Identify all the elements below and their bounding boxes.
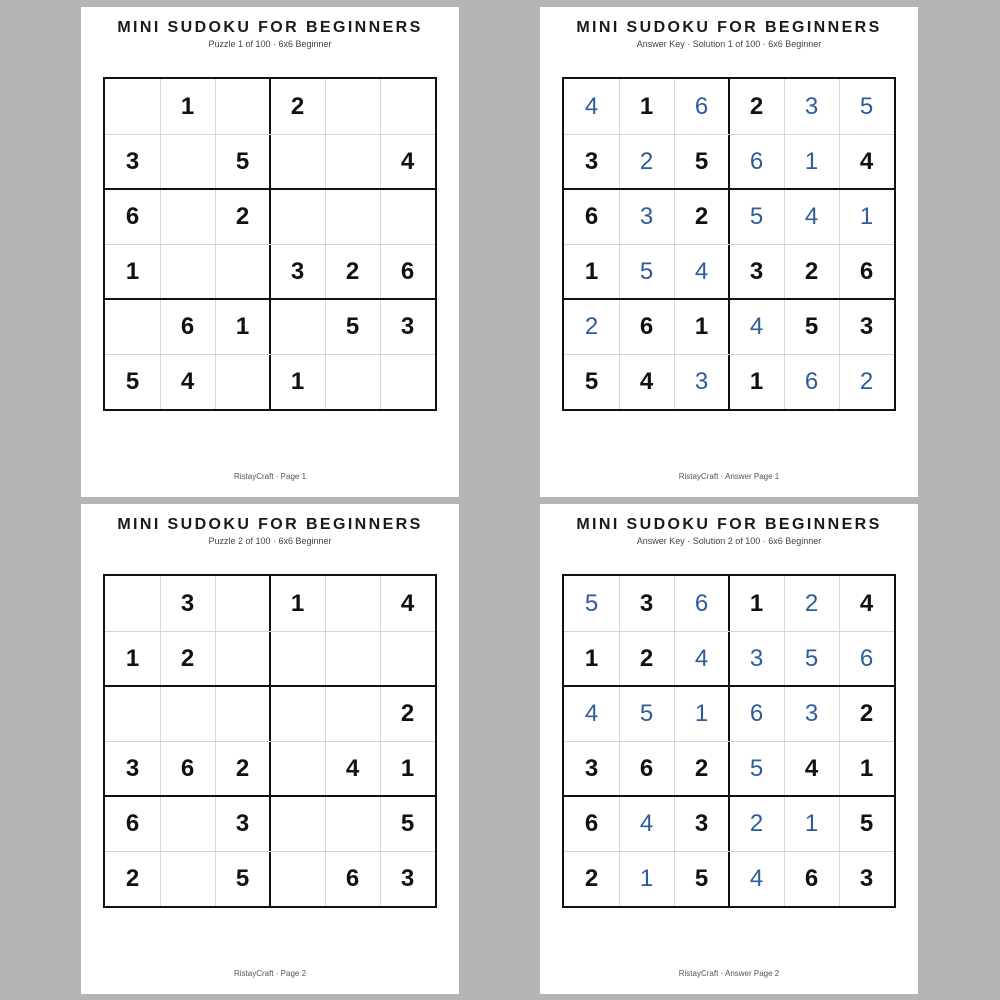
sudoku-cell: 3 [804, 699, 819, 727]
sudoku-cell [215, 354, 270, 409]
sudoku-cell: 3 [639, 589, 654, 617]
sudoku-cell: 4 [584, 92, 599, 120]
page-footer: RistayCraft · Page 1 [233, 472, 307, 481]
sudoku-cell: 4 [400, 147, 415, 175]
sudoku-cell: 4 [804, 202, 819, 230]
sudoku-cell: 4 [694, 644, 709, 672]
sudoku-cell: 3 [400, 312, 415, 340]
sudoku-cell: 3 [639, 202, 654, 230]
page-title: MINI SUDOKU FOR BEGINNERS [117, 19, 423, 36]
sudoku-cell [160, 796, 215, 851]
sudoku-cell: 3 [804, 92, 819, 120]
sudoku-cell: 2 [859, 699, 874, 727]
sudoku-cell: 2 [400, 699, 415, 727]
puzzle-page-2 [81, 504, 459, 994]
answer-page-1 [540, 7, 918, 497]
page-footer: RistayCraft · Answer Page 1 [678, 472, 780, 481]
sudoku-cell [270, 299, 325, 354]
sudoku-cell: 6 [859, 257, 874, 285]
sudoku-cell: 1 [694, 699, 709, 727]
sudoku-cell [160, 189, 215, 244]
sudoku-cell [325, 79, 380, 134]
sudoku-cell: 6 [749, 699, 764, 727]
sudoku-cell: 5 [235, 864, 250, 892]
sudoku-cell [380, 354, 435, 409]
sudoku-cell: 1 [584, 257, 599, 285]
sudoku-cell: 2 [584, 864, 599, 892]
sudoku-cell: 4 [749, 864, 764, 892]
sudoku-cell [215, 631, 270, 686]
sudoku-cell: 4 [639, 809, 654, 837]
sudoku-cell: 1 [290, 589, 305, 617]
sudoku-cell: 1 [125, 644, 140, 672]
sudoku-cell: 1 [749, 367, 764, 395]
sudoku-cell: 4 [749, 312, 764, 340]
sudoku-cell: 1 [639, 864, 654, 892]
sudoku-cell: 6 [125, 202, 140, 230]
sudoku-cell: 6 [639, 754, 654, 782]
sudoku-cell: 1 [804, 809, 819, 837]
sudoku-grid [562, 574, 896, 908]
sudoku-cell: 2 [694, 202, 709, 230]
sudoku-cell [270, 631, 325, 686]
sudoku-cell: 2 [804, 589, 819, 617]
page-subtitle: Puzzle 2 of 100 · 6x6 Beginner [208, 536, 332, 546]
sudoku-cell [325, 576, 380, 631]
sudoku-cell: 6 [584, 809, 599, 837]
sudoku-cell: 5 [804, 312, 819, 340]
page-subtitle: Answer Key · Solution 2 of 100 · 6x6 Beginner [636, 536, 822, 546]
sudoku-cell [270, 796, 325, 851]
sudoku-cell [215, 244, 270, 299]
page-title: MINI SUDOKU FOR BEGINNERS [576, 516, 882, 533]
sudoku-cell: 1 [125, 257, 140, 285]
sudoku-cell [105, 686, 160, 741]
sudoku-cell: 5 [694, 864, 709, 892]
sudoku-cell: 4 [804, 754, 819, 782]
sudoku-cell [325, 631, 380, 686]
sudoku-cell: 3 [859, 864, 874, 892]
sudoku-cell: 6 [694, 589, 709, 617]
sudoku-cell: 6 [584, 202, 599, 230]
sudoku-cell: 5 [749, 754, 764, 782]
sudoku-cell [215, 686, 270, 741]
sudoku-cell [160, 244, 215, 299]
sudoku-grid [103, 77, 437, 411]
sudoku-cell: 2 [859, 367, 874, 395]
sudoku-cell: 5 [859, 809, 874, 837]
sudoku-cell: 1 [400, 754, 415, 782]
sudoku-cell: 5 [235, 147, 250, 175]
sudoku-cell: 6 [180, 754, 195, 782]
sudoku-cell: 6 [639, 312, 654, 340]
sudoku-cell: 5 [859, 92, 874, 120]
sudoku-cell: 5 [639, 699, 654, 727]
sudoku-cell: 5 [400, 809, 415, 837]
sudoku-cell [325, 134, 380, 189]
sudoku-cell: 6 [804, 864, 819, 892]
page-title: MINI SUDOKU FOR BEGINNERS [117, 516, 423, 533]
sudoku-cell: 3 [235, 809, 250, 837]
sudoku-cell: 1 [584, 644, 599, 672]
sudoku-cell: 1 [180, 92, 195, 120]
page-footer: RistayCraft · Answer Page 2 [678, 969, 780, 978]
sudoku-cell: 3 [290, 257, 305, 285]
sudoku-cell [325, 796, 380, 851]
sudoku-cell: 5 [639, 257, 654, 285]
sudoku-cell: 3 [125, 754, 140, 782]
sudoku-cell: 3 [749, 644, 764, 672]
sudoku-cell [325, 189, 380, 244]
sudoku-cell: 5 [345, 312, 360, 340]
page-subtitle: Answer Key · Solution 1 of 100 · 6x6 Beginner [636, 39, 822, 49]
sudoku-cell: 1 [639, 92, 654, 120]
sudoku-cell: 2 [345, 257, 360, 285]
sudoku-cell [270, 741, 325, 796]
sudoku-cell: 2 [639, 644, 654, 672]
sudoku-cell: 2 [235, 754, 250, 782]
sudoku-cell: 4 [694, 257, 709, 285]
sudoku-cell: 2 [749, 92, 764, 120]
sudoku-grid [562, 77, 896, 411]
sudoku-cell [325, 354, 380, 409]
sudoku-cell: 2 [180, 644, 195, 672]
sudoku-cell [105, 576, 160, 631]
sudoku-cell [380, 631, 435, 686]
sudoku-cell: 3 [859, 312, 874, 340]
sudoku-cell: 4 [400, 589, 415, 617]
sudoku-cell: 6 [694, 92, 709, 120]
sudoku-cell: 4 [180, 367, 195, 395]
sudoku-cell [270, 134, 325, 189]
sudoku-cell: 2 [125, 864, 140, 892]
puzzle-page-1 [81, 7, 459, 497]
sudoku-cell: 3 [584, 147, 599, 175]
sudoku-grid [103, 574, 437, 908]
sudoku-cell: 5 [804, 644, 819, 672]
sudoku-cell: 1 [235, 312, 250, 340]
sudoku-cell: 3 [694, 367, 709, 395]
sudoku-cell: 5 [584, 589, 599, 617]
sudoku-cell: 5 [125, 367, 140, 395]
sudoku-cell [380, 189, 435, 244]
sudoku-cell: 4 [345, 754, 360, 782]
sudoku-cell: 6 [749, 147, 764, 175]
sudoku-cell: 2 [749, 809, 764, 837]
sudoku-cell: 1 [859, 754, 874, 782]
sudoku-cell [270, 686, 325, 741]
sudoku-cell: 3 [749, 257, 764, 285]
answer-page-2 [540, 504, 918, 994]
sudoku-cell: 1 [804, 147, 819, 175]
sudoku-cell: 3 [400, 864, 415, 892]
sudoku-cell: 6 [859, 644, 874, 672]
sudoku-cell: 4 [859, 147, 874, 175]
sudoku-cell: 5 [749, 202, 764, 230]
page-title: MINI SUDOKU FOR BEGINNERS [576, 19, 882, 36]
sudoku-cell: 4 [639, 367, 654, 395]
sudoku-cell [215, 576, 270, 631]
sudoku-cell [380, 79, 435, 134]
sudoku-cell: 3 [125, 147, 140, 175]
sudoku-cell [270, 851, 325, 906]
page-subtitle: Puzzle 1 of 100 · 6x6 Beginner [208, 39, 332, 49]
sudoku-cell: 6 [804, 367, 819, 395]
sudoku-cell: 6 [400, 257, 415, 285]
sudoku-cell [160, 686, 215, 741]
sudoku-cell: 3 [694, 809, 709, 837]
sudoku-cell: 2 [235, 202, 250, 230]
sudoku-cell: 5 [584, 367, 599, 395]
sudoku-cell: 3 [584, 754, 599, 782]
sudoku-cell [105, 79, 160, 134]
sudoku-cell: 1 [859, 202, 874, 230]
sudoku-cell: 5 [694, 147, 709, 175]
sudoku-cell: 2 [694, 754, 709, 782]
sudoku-cell: 6 [125, 809, 140, 837]
sudoku-cell [160, 851, 215, 906]
sudoku-cell [215, 79, 270, 134]
sudoku-cell [270, 189, 325, 244]
sudoku-cell [160, 134, 215, 189]
page-footer: RistayCraft · Page 2 [233, 969, 307, 978]
sudoku-cell: 4 [859, 589, 874, 617]
sudoku-cell: 2 [639, 147, 654, 175]
sudoku-cell: 2 [584, 312, 599, 340]
sudoku-cell: 3 [180, 589, 195, 617]
sudoku-cell [325, 686, 380, 741]
sudoku-cell: 2 [290, 92, 305, 120]
sudoku-cell: 1 [749, 589, 764, 617]
sudoku-cell [105, 299, 160, 354]
sudoku-cell: 4 [584, 699, 599, 727]
sudoku-cell: 1 [694, 312, 709, 340]
sudoku-cell: 2 [804, 257, 819, 285]
sudoku-cell: 6 [180, 312, 195, 340]
sudoku-cell: 6 [345, 864, 360, 892]
sudoku-cell: 1 [290, 367, 305, 395]
